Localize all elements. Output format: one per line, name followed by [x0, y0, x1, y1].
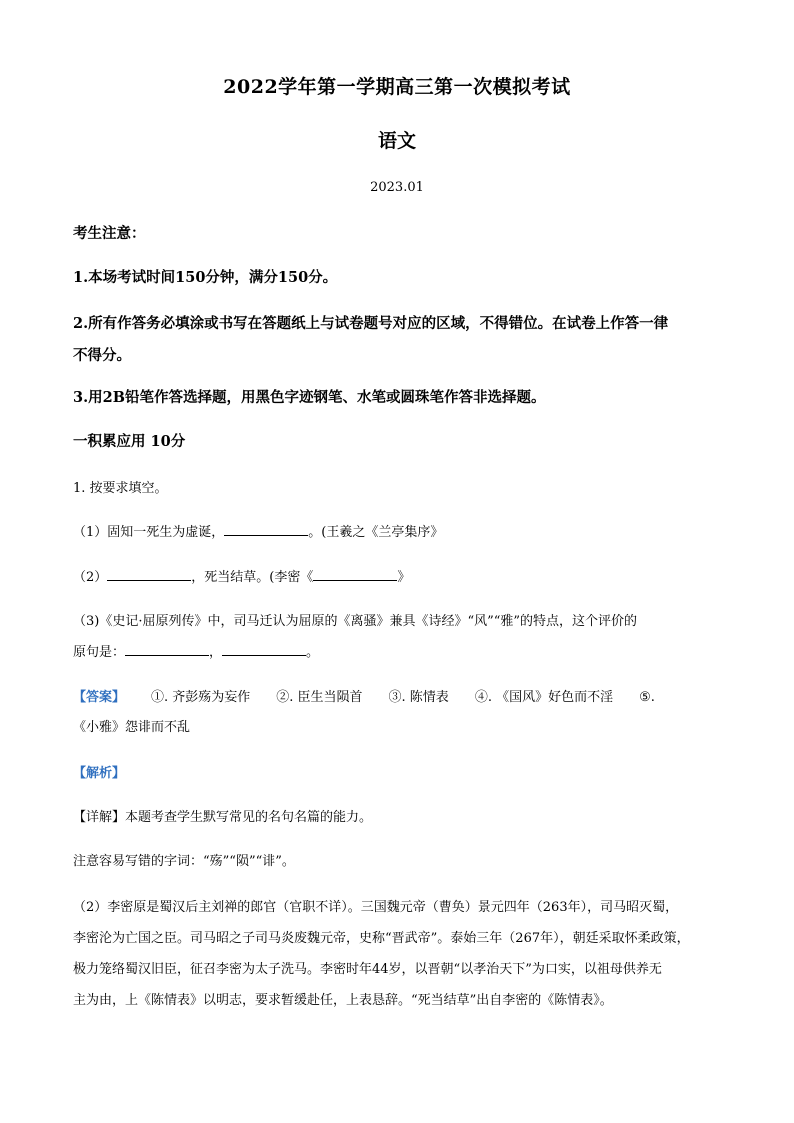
detail-label: 【详解】 [73, 810, 126, 825]
notice-item-3: 3.用2B铅笔作答选择题，用黑色字迹钢笔、水笔或圆珠笔作答非选择题。 [73, 389, 546, 406]
part-2-prefix: （2） [73, 570, 108, 585]
analysis-label [73, 762, 723, 781]
exam-subject: 语文 [377, 130, 416, 152]
question-1-stem: 1. 按要求填空。 [73, 481, 168, 496]
part-2-suffix: 》 [397, 570, 411, 585]
answer-blank [107, 568, 191, 581]
notice-heading: 考生注意： [73, 225, 146, 242]
analysis-note: 注意容易写错的字词：“殇”“陨”“诽”。 [73, 854, 295, 869]
part-2-mid: ，死当结草。(李密《 [191, 570, 314, 585]
part-1-suffix: 。(王羲之《兰亭集序》 [308, 525, 444, 540]
notice-item-1: 1.本场考试时间150分钟，满分150分。 [73, 269, 338, 286]
question-1-part-2 [73, 566, 723, 585]
analysis-label-text: 【解析】 [73, 766, 126, 781]
answer-label: 【答案】 [73, 690, 126, 705]
answer-item-5: ⑤. [639, 690, 655, 705]
notice-item-2-line-2: 不得分。 [73, 347, 131, 364]
question-1-part-1 [73, 521, 723, 540]
exam-date: 2023.01 [370, 180, 424, 195]
question-1-part-3-line-1: （3)《史记·屈原列传》中，司马迁认为屈原的《离骚》兼具《诗经》“风”“雅”的特点，这个评价的 [73, 614, 638, 629]
analysis-paragraph-line-1: （2）李密原是蜀汉后主刘禅的郎官（官职不详）。三国魏元帝（曹奂）景元四年（263年），司马昭灭蜀， [73, 900, 679, 915]
analysis-paragraph-line-2: 李密沦为亡国之臣。司马昭之子司马炎废魏元帝，史称“晋武帝”。泰始三年（267年），朝廷采取怀柔政策， [73, 931, 690, 946]
answer-item-4: ④. 《国风》好色而不淫 [474, 690, 614, 705]
answer-blank [313, 568, 397, 581]
analysis-paragraph-line-4: 主为由，上《陈情表》以明志，要求暂缓赴任，上表恳辞。“死当结草”出自李密的《陈情表》。 [73, 993, 613, 1008]
answer-blank [125, 643, 209, 656]
notice-item-2-line-1: 2.所有作答务必填涂或书写在答题纸上与试卷题号对应的区域，不得错位。在试卷上作答一律 [73, 315, 669, 332]
part-3-prefix: 原句是： [73, 645, 126, 660]
detail-line [73, 806, 723, 825]
answer-line-1 [73, 686, 723, 705]
section-heading: 一积累应用 10分 [73, 433, 186, 450]
detail-text: 本题考查学生默写常见的名句名篇的能力。 [125, 810, 373, 825]
answer-item-1: ①. 齐彭殇为妄作 [151, 690, 251, 705]
part-3-end: 。 [306, 645, 320, 660]
question-1-part-3-line-2 [73, 641, 723, 660]
answer-line-2: 《小雅》怨诽而不乱 [73, 720, 191, 735]
analysis-paragraph-line-3: 极力笼络蜀汉旧臣，征召李密为太子洗马。李密时年44岁，以晋朝“以孝治天下”为口实，以祖母供养无 [73, 962, 662, 977]
answer-item-3: ③. 陈情表 [388, 690, 449, 705]
part-3-separator: ， [209, 645, 223, 660]
answer-item-2: ②. 臣生当陨首 [276, 690, 363, 705]
exam-title: 2022学年第一学期高三第一次模拟考试 [223, 76, 571, 98]
answer-blank [222, 643, 306, 656]
answer-blank [224, 523, 308, 536]
part-1-prefix: （1）固知一死生为虚诞， [73, 525, 225, 540]
